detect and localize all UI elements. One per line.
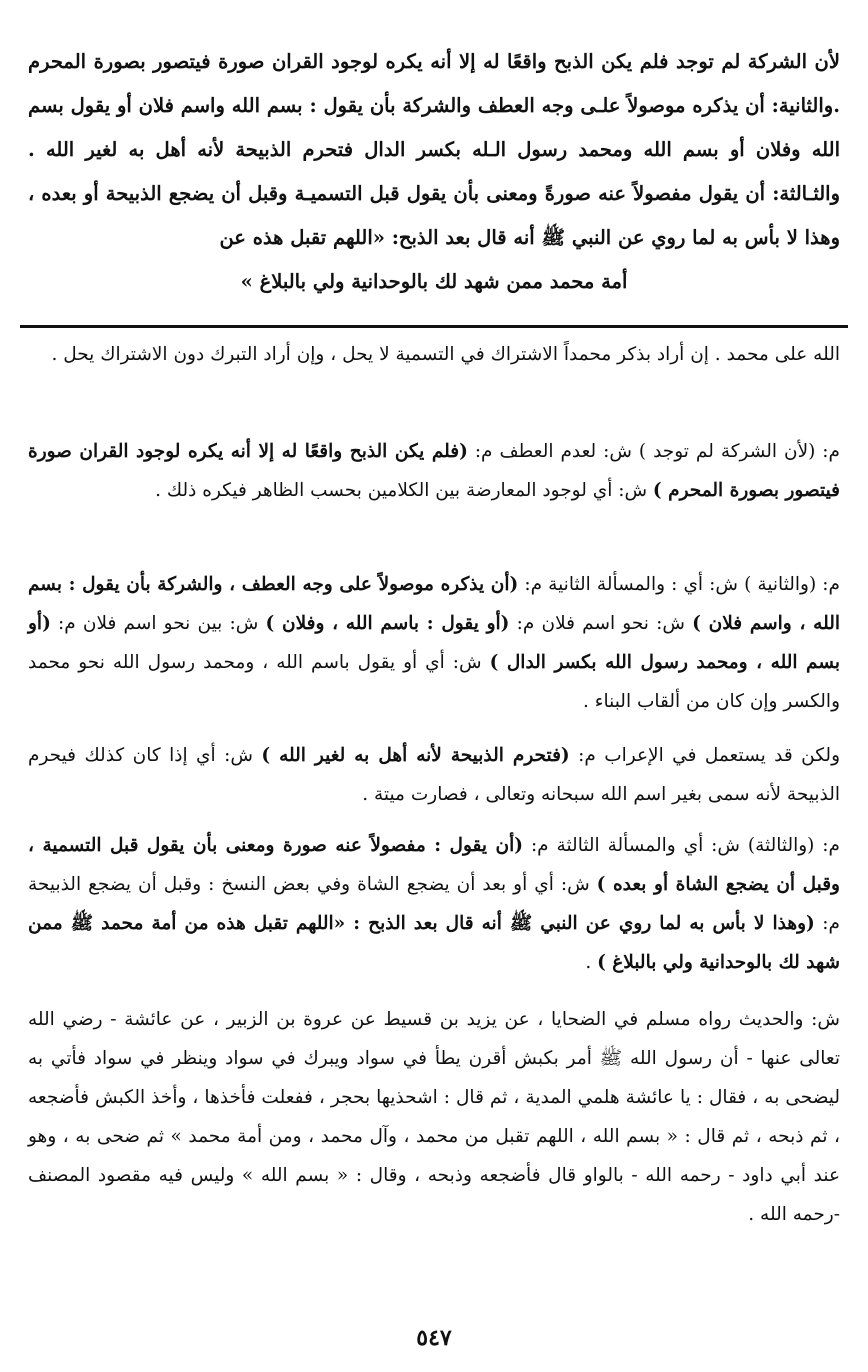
commentary-text: ش: أي أو بعد أن يضجع الشاة وفي بعض النسخ : وقبل أن يضجع الذبيحة م: — [28, 874, 840, 934]
commentary-text: ش: أي لوجود المعارضة بين الكلامين بحسب الظاهر فيكره ذلك . — [155, 480, 653, 501]
commentary-text: ش: بين نحو اسم فلان م: — [50, 613, 266, 634]
commentary-text: . — [585, 952, 598, 973]
commentary-paragraph-3 — [28, 565, 840, 721]
matn-quote: (أن يذكره موصولاً على وجه العطف ، والشركة بأن يقول : بسم الله ، واسم فلان ) — [28, 574, 840, 634]
matn-quote: (أو يقول : باسم الله ، وفلان ) — [265, 613, 510, 634]
commentary-text: ش: أي أو يقول باسم الله ، ومحمد رسول الله نحو محمد والكسر وإن كان من ألقاب البناء . — [28, 652, 840, 712]
page-number: ٥٤٧ — [416, 1325, 452, 1351]
commentary-text: الله على محمد . إن أراد بذكر محمداً الاشتراك في التسمية لا يحل ، وإن أراد التبرك دون الاشتراك يحل . — [51, 344, 840, 365]
commentary-text: م: (والثالثة) ش: أي والمسألة الثالثة م: — [523, 835, 840, 856]
commentary-paragraph-6 — [28, 1000, 840, 1234]
matn-quote: (أو بسم الله ، ومحمد رسول الله بكسر الدال ) — [28, 613, 841, 673]
matn-quote: (أن يقول : مفصولاً عنه صورة ومعنى بأن يقول قبل التسمية ، وقبل أن يضجع الشاة أو بعده ) — [28, 835, 840, 895]
commentary-text: م: (والثانية ) ش: أي : والمسألة الثانية م: — [518, 574, 840, 595]
commentary-text: ولكن قد يستعمل في الإعراب م: — [569, 745, 841, 766]
main-text-last-line: أمة محمد ممن شهد لك بالوحدانية ولي بالبلاغ » — [240, 270, 628, 293]
commentary-text: ش: والحديث رواه مسلم في الضحايا ، عن يزيد بن قسيط عن عروة بن الزبير ، عن عائشة - رضي الله تعالى عنها - أن رسول الله ﷺ أمر بكبش أقرن يطأ في سواد ويبرك في سواد وينظر في سواد فأتي به ليضحى به ، فقال : يا عائشة هلمي المدية ، ثم قال : اشحذيها بحجر ، ففعلت فأخذها ، وأخذ الكبش فأضجعه ، ثم ذبحه ، ثم قال : « بسم الله ، اللهم تقبل من محمد ، وآل محمد ، ومن أمة محمد » ثم ضحى به ، وهو عند أبي داود - رحمه الله - بالواو قال فأضجعه وذبحه ، وقال : « بسم الله » وليس فيه مقصود المصنف -رحمه الله . — [28, 1009, 840, 1225]
matn-quote: (فتحرم الذبيحة لأنه أهل به لغير الله ) — [261, 745, 570, 766]
commentary-text: ش: أي إذا كان كذلك فيحرم الذبيحة لأنه سمى بغير اسم الله سبحانه وتعالى ، فصارت ميتة . — [28, 745, 840, 805]
commentary-paragraph-4 — [28, 736, 840, 814]
commentary-text: ش: نحو اسم فلان م: — [509, 613, 693, 634]
commentary-paragraph-5 — [28, 826, 840, 982]
main-text-body: لأن الشركة لم توجد فلم يكن الذبح واقعًا له إلا أنه يكره لوجود القران صورة فيتصور بصورة المحرم .والثانية: أن يذكره موصولاً علـى وجه العطف والشركة بأن يقول : بسم الله واسم فلان أو يقول بسم الله وفلان أو بسم الله ومحمد رسول الـله بكسر الدال فتحرم الذبيحة لأنه أهل به لغير الله . والثـالثة: أن يقول مفصولاً عنه صورةً ومعنى بأن يقول قبل التسميـة وقبل أن يضجع الذبيحة أو بعده ، وهذا لا بأس به لما روي عن النبي ﷺ أنه قال بعد الذبح: «اللهم تقبل هذه عن — [28, 50, 840, 249]
matn-quote: (وهذا لا بأس به لما روي عن النبي ﷺ أنه قال بعد الذبح : «اللهم تقبل هذه من أمة محمد ﷺ ممن شهد لك بالوحدانية ولي بالبلاغ ) — [28, 913, 840, 973]
matn-quote: (فلم يكن الذبح واقعًا له إلا أنه يكره لوجود القران صورة فيتصور بصورة المحرم ) — [28, 441, 840, 501]
footnote-divider — [20, 325, 848, 328]
commentary-text: م: (لأن الشركة لم توجد ) ش: لعدم العطف م: — [467, 441, 840, 462]
commentary-paragraph-1 — [28, 335, 840, 374]
commentary-paragraph-2 — [28, 432, 840, 510]
main-text — [28, 40, 840, 304]
